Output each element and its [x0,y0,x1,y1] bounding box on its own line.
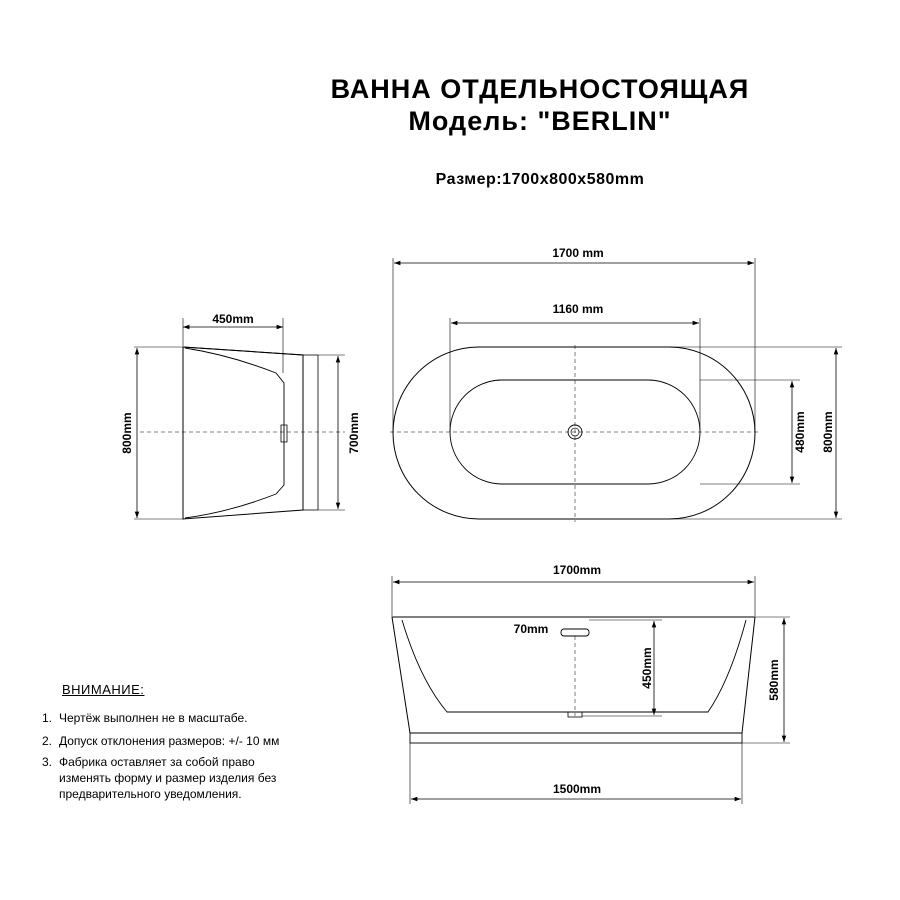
front-view-plinth [410,733,742,743]
side-view [134,318,345,519]
overflow-icon [561,629,589,636]
note-item [42,733,382,749]
note-item [42,710,382,726]
note-text: Допуск отклонения размеров: +/- 10 мм [59,734,280,748]
note-text: Фабрика оставляет за собой право изменять форму и размер изделия без предварительного уведомления. [59,755,277,801]
page-title: ВАННА ОТДЕЛЬНОСТОЯЩАЯ [330,74,750,104]
notes-heading: ВНИМАНИЕ: [62,682,145,697]
size-spec: Размер:1700x800x580mm [435,171,645,188]
dim-450-depth-label: 450mm [640,647,654,689]
front-view-inner-profile [402,620,746,712]
dim-1700-front-label: 1700mm [552,563,602,577]
note-number: 3. [42,755,53,769]
dim-1700-top-label: 1700 mm [552,246,604,260]
top-view [390,258,842,522]
dim-580-label: 580mm [767,659,781,701]
front-view [392,576,790,804]
dim-1500-label: 1500mm [552,782,602,796]
note-number: 1. [42,711,53,725]
model-name: Модель: "BERLIN" [408,106,672,136]
dim-800-side-label: 800mm [120,412,134,454]
dim-450-label: 450mm [212,312,254,326]
dim-700-label: 700mm [347,412,361,454]
dim-480-label: 480mm [793,411,807,453]
notes-block [42,682,382,802]
side-view-inner-profile [185,348,284,518]
note-item [42,754,382,802]
top-view-outer-rim [393,347,755,519]
dim-800-top-label: 800mm [821,411,835,453]
dim-1160-label: 1160 mm [552,302,604,316]
note-text: Чертёж выполнен не в масштабе. [59,711,248,725]
note-number: 2. [42,734,53,748]
side-view-outer-profile [183,347,303,519]
dim-70-label: 70mm [513,622,549,636]
front-view-outer-profile [392,617,755,733]
